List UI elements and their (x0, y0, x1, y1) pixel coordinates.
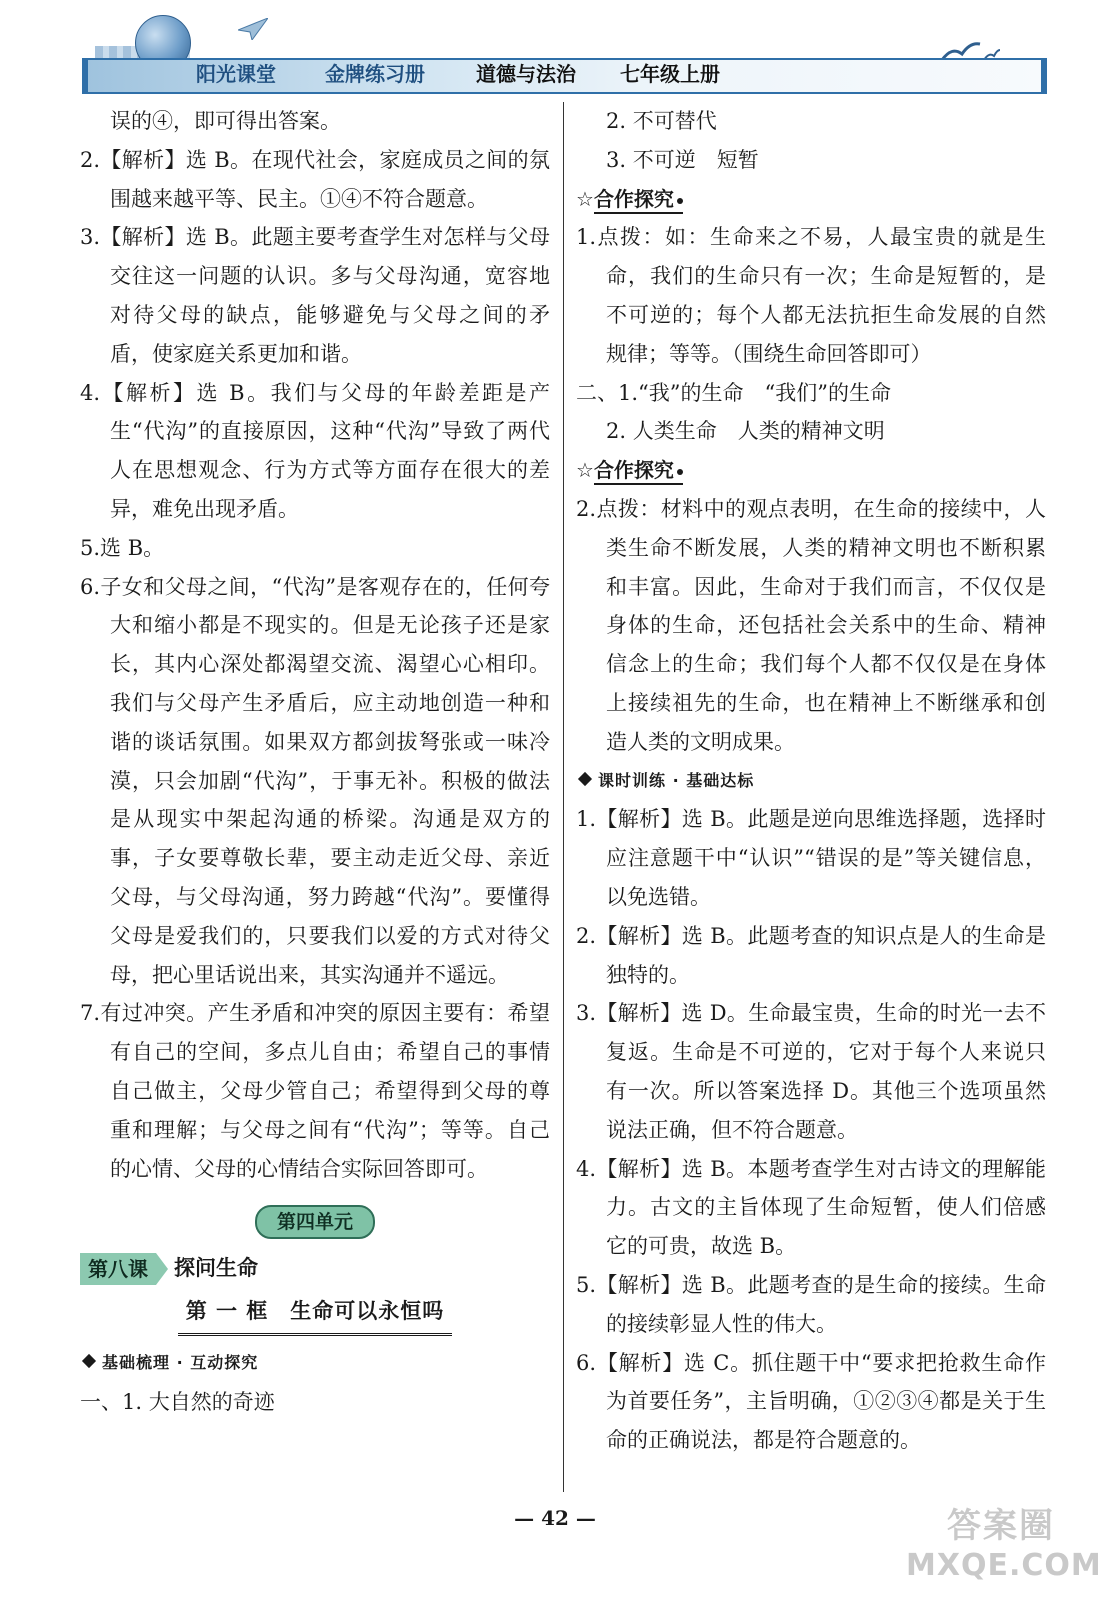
answer-item-2: 2.【解析】选 B。在现代社会，家庭成员之间的氛围越来越平等、民主。①④不符合题意。 (80, 147, 550, 211)
coop-title-1: 合作探究 (594, 187, 683, 214)
column-divider (563, 102, 564, 1492)
star-icon: ☆ (576, 186, 594, 211)
series-title: 阳光课堂 (196, 62, 276, 86)
lesson-arrow-icon (156, 1253, 168, 1285)
training-item-3: 3.【解析】选 D。生命最宝贵，生命的时光一去不复返。生命是不可逆的，它对于每个人来说只有一次。所以答案选择 D。其他三个选项虽然说法正确，但不符合题意。 (576, 1001, 1046, 1142)
answer-1-2: 2. 不可替代 (606, 109, 717, 133)
answer-2-1: 二、1.“我”的生命 “我们”的生命 (576, 380, 891, 405)
frame-title: 第 一 框 生命可以永恒吗 (178, 1292, 453, 1336)
coop-section-2 (576, 451, 1046, 490)
answer-item-3: 3.【解析】选 B。此题主要考查学生对怎样与父母交往这一问题的认识。多与父母沟通，宽容地对待父母的缺点，能够避免与父母之间的矛盾，使家庭关系更加和谐。 (80, 225, 550, 366)
coop-text-2: 2.点拨：材料中的观点表明，在生命的接续中，人类生命不断发展，人类的精神文明也不断积累和丰富。因此，生命对于我们而言，不仅仅是身体的生命，还包括社会关系中的生命、精神信念上的生命；我们每个人都不仅仅是在身体上接续祖先的生命，也在精神上不断继承和创造人类的文明成果。 (576, 496, 1046, 754)
training-item-4: 4.【解析】选 B。本题考查学生对古诗文的理解能力。古文的主旨体现了生命短暂，使人们倍感它的可贵，故选 B。 (576, 1156, 1046, 1259)
unit-badge: 第四单元 (255, 1205, 375, 1239)
lesson-heading (80, 1249, 550, 1288)
page-number: — 42 — (514, 1506, 596, 1530)
diamond-icon (82, 1354, 96, 1368)
header-band-left-cap (82, 58, 88, 94)
left-column (80, 102, 550, 1421)
answer-line: 误的④，即可得出答案。 (110, 109, 341, 133)
right-column (576, 102, 1046, 1460)
watermark (906, 1504, 1102, 1594)
answer-1-1: 一、1. 大自然的奇迹 (80, 1389, 275, 1414)
section-basic-label: 基础梳理 · 互动探究 (102, 1352, 259, 1372)
grade-label: 七年级上册 (620, 62, 720, 86)
answer-item-5: 5.选 B。 (80, 535, 165, 560)
star-icon: ☆ (576, 458, 594, 483)
section-training-label: 课时训练 · 基础达标 (598, 770, 755, 790)
answer-item-6: 6.子女和父母之间，“代沟”是客观存在的，任何夸大和缩小都是不现实的。但是无论孩子还是家长，其内心深处都渴望交流、渴望心心相印。我们与父母产生矛盾后，应主动地创造一种和谐的谈话氛围。如果双方都剑拔弩张或一味冷漠，只会加剧“代沟”，于事无补。积极的做法是从现实中架起沟通的桥梁。沟通是双方的事，子女要尊敬长辈，要主动走近父母、亲近父母，与父母沟通，努力跨越“代沟”。要懂得父母是爱我们的，只要我们以爱的方式对待父母，把心里话说出来，其实沟通并不遥远。 (80, 574, 550, 987)
book-title: 金牌练习册 (325, 62, 425, 86)
frame-title-wrap (80, 1292, 550, 1336)
coop-text-1: 1.点拨：如：生命来之不易，人最宝贵的就是生命，我们的生命只有一次；生命是短暂的，是不可逆的；每个人都无法抗拒生命发展的自然规律；等等。（围绕生命回答即可） (576, 225, 1046, 366)
lesson-title: 探问生命 (174, 1256, 258, 1281)
diamond-icon (578, 771, 592, 785)
section-basic-header (80, 1344, 550, 1383)
header-band-right-cap (1041, 58, 1047, 94)
watermark-bottom: MXQE.COM (906, 1548, 1102, 1583)
training-item-1: 1.【解析】选 B。此题是逆向思维选择题，选择时应注意题干中“认识”“错误的是”等关键信息，以免选错。 (576, 807, 1046, 909)
lesson-tag: 第八课 (80, 1253, 156, 1285)
paper-plane-icon (238, 18, 268, 40)
unit-badge-wrap (80, 1202, 550, 1241)
training-item-2: 2.【解析】选 B。此题考查的知识点是人的生命是独特的。 (576, 923, 1046, 987)
page-header (0, 0, 1110, 100)
section-training-header (576, 762, 1046, 801)
watermark-top: 答案圈 (947, 1506, 1055, 1546)
subject-label: 道德与法治 (476, 62, 576, 86)
training-item-5: 5.【解析】选 B。此题考查的是生命的接续。生命的接续彰显人性的伟大。 (576, 1272, 1046, 1336)
answer-1-3: 3. 不可逆 短暂 (606, 147, 759, 172)
answer-item-7: 7.有过冲突。产生矛盾和冲突的原因主要有：希望有自己的空间，多点儿自由；希望自己的事情自己做主，父母少管自己；希望得到父母的尊重和理解；与父母之间有“代沟”；等等。自己的心情、父母的心情结合实际回答即可。 (80, 1001, 550, 1181)
answer-item-4: 4.【解析】选 B。我们与父母的年龄差距是产生“代沟”的直接原因，这种“代沟”导致了两代人在思想观念、行为方式等方面存在很大的差异，难免出现矛盾。 (80, 380, 550, 521)
training-item-6: 6.【解析】选 C。抓住题干中“要求把抢救生命作为首要任务”，主旨明确，①②③④都是关于生命的正确说法，都是符合题意的。 (576, 1350, 1046, 1453)
coop-title-2: 合作探究 (594, 458, 683, 485)
coop-section-1 (576, 180, 1046, 219)
answer-2-2: 2. 人类生命 人类的精神文明 (606, 419, 885, 444)
